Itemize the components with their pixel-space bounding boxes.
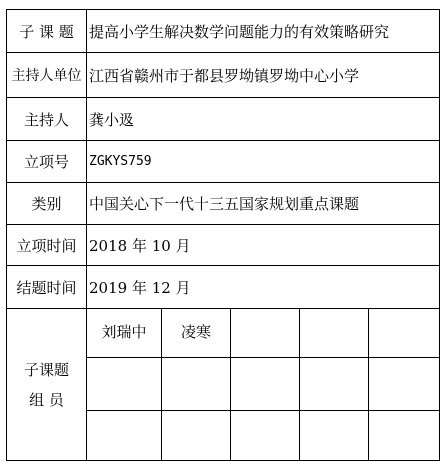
- project-number-label: 立项号: [23, 153, 69, 171]
- completion-time-value: 2019 年 12 月: [89, 278, 191, 297]
- host-unit-label: 主持人单位: [11, 68, 82, 84]
- member-cell: [369, 309, 439, 357]
- subject-label: 子 课 题: [19, 22, 74, 41]
- host-unit-value: 江西省赣州市于都县罗坳镇罗坳中心小学: [89, 66, 360, 85]
- category-label: 类别: [31, 195, 62, 213]
- category-value: 中国关心下一代十三五国家规划重点课题: [89, 195, 360, 213]
- host-value: 龚小﨤: [89, 110, 135, 129]
- member-cell: 刘瑞中: [101, 323, 147, 341]
- member-cell: [300, 309, 368, 357]
- approval-time-label: 立项时间: [16, 236, 77, 255]
- member-cell: [162, 411, 230, 460]
- host-label: 主持人: [23, 110, 69, 129]
- member-cell: [300, 358, 368, 410]
- table-line: [439, 9, 440, 461]
- member-cell: [231, 358, 299, 410]
- members-label: [7, 309, 86, 460]
- members-label-line1: 子课题: [23, 360, 69, 379]
- approval-time-value: 2018 年 10 月: [89, 236, 191, 255]
- member-cell: [369, 411, 439, 460]
- member-cell: [87, 411, 161, 460]
- completion-time-label: 结题时间: [16, 278, 77, 297]
- member-cell: [300, 411, 368, 460]
- member-cell: 凌寒: [180, 323, 211, 341]
- member-cell: [162, 358, 230, 410]
- member-cell: [87, 358, 161, 410]
- member-cell: [369, 358, 439, 410]
- members-label-line2: 组 员: [29, 390, 64, 409]
- project-number-value: ZGKYS759: [89, 154, 152, 169]
- member-cell: [231, 309, 299, 357]
- subject-value: 提高小学生解决数学问题能力的有效策略研究: [89, 22, 390, 41]
- table-line: [6, 460, 440, 461]
- member-cell: [231, 411, 299, 460]
